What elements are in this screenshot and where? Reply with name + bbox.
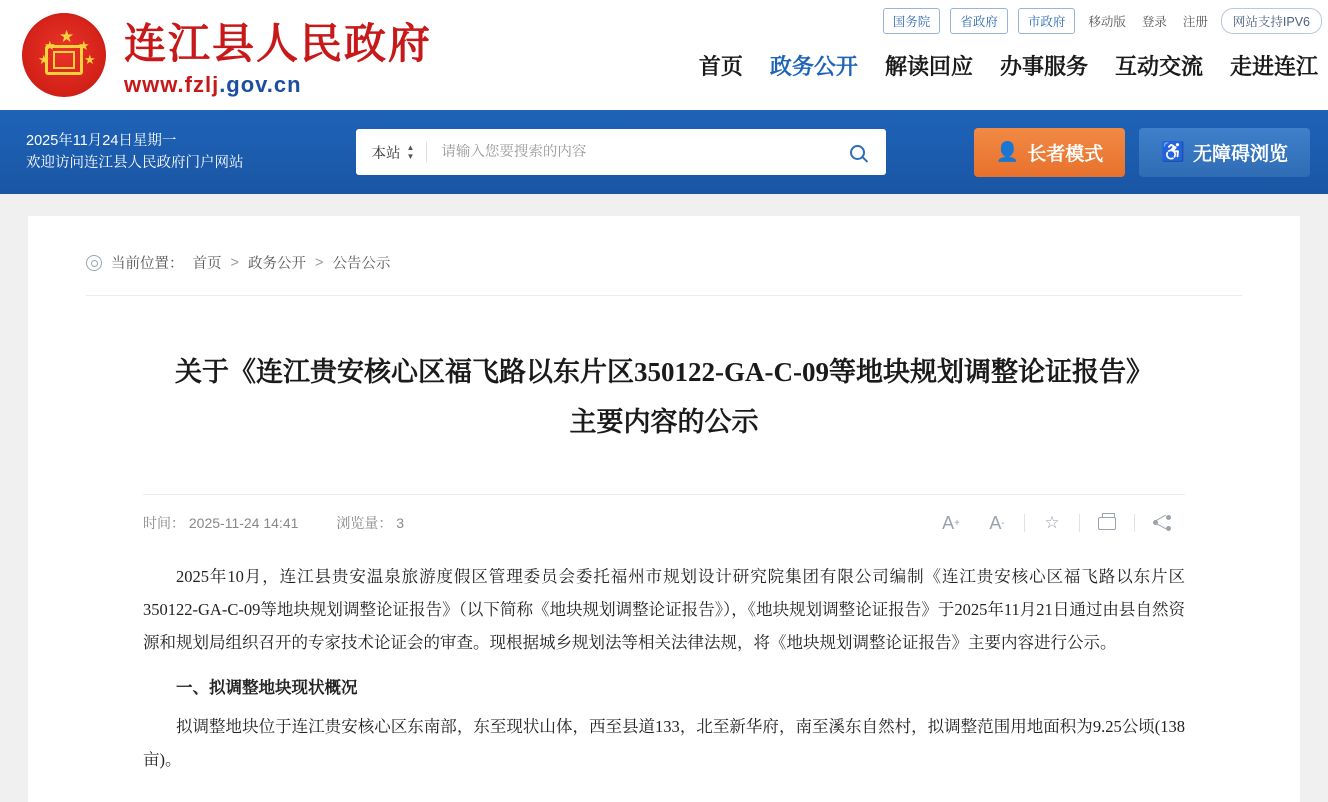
emblem-star-2: ★ xyxy=(38,52,50,68)
emblem-star-1: ★ xyxy=(44,38,56,54)
view-count xyxy=(336,513,404,533)
link-login[interactable]: 登录 xyxy=(1141,15,1167,29)
elder-mode-button[interactable] xyxy=(974,128,1126,177)
article-meta xyxy=(143,494,1185,534)
header-right xyxy=(699,0,1328,81)
emblem-gear-icon xyxy=(45,45,83,75)
breadcrumb xyxy=(28,216,1300,273)
search-box[interactable] xyxy=(356,129,886,175)
emblem-star-large: ★ xyxy=(59,27,75,47)
nav-item-services[interactable]: 办事服务 xyxy=(999,54,1088,79)
article-paragraph: 拟调整地块位于连江贵安核心区东南部，东至现状山体，西至县道133，北至新华府，南至溪东自然村，拟调整范围用地面积为9.25公顷(138亩)。 xyxy=(143,716,1185,769)
link-provincial-government[interactable]: 省政府 xyxy=(950,8,1008,34)
site-url-main: www.fzlj xyxy=(124,72,220,98)
search-input[interactable] xyxy=(427,144,829,160)
publish-time-value: 2025-11-24 14:41 xyxy=(188,515,299,532)
nav-item-about-lianjiang[interactable]: 走进连江 xyxy=(1229,54,1318,79)
share-icon[interactable] xyxy=(1139,515,1185,531)
link-mobile-version[interactable]: 移动版 xyxy=(1088,15,1126,29)
breadcrumb-separator: > xyxy=(230,254,239,271)
nav-item-government-affairs[interactable]: 政务公开 xyxy=(769,54,858,79)
main-navigation xyxy=(699,50,1322,81)
emblem-star-4: ★ xyxy=(84,52,96,68)
article-toolbar xyxy=(928,513,1185,534)
location-pin-icon xyxy=(86,255,102,271)
logo-area[interactable] xyxy=(0,0,432,98)
site-header xyxy=(0,0,1328,110)
page-title xyxy=(143,348,1185,448)
search-scope-select[interactable] xyxy=(356,142,427,163)
breadcrumb-item-announcements[interactable]: 公告公示 xyxy=(332,256,391,272)
site-url-domain: .gov.cn xyxy=(219,72,302,98)
page-title-line1: 关于《连江贵安核心区福飞路以东片区350122-GA-C-09等地块规划调整论证报告》 xyxy=(175,357,1153,387)
person-icon: 👤 xyxy=(995,141,1020,163)
breadcrumb-prefix: 当前位置： xyxy=(111,256,184,272)
search-icon xyxy=(850,145,865,160)
publish-time-label: 时间： xyxy=(143,515,185,532)
page-title-line2: 主要内容的公示 xyxy=(569,406,759,437)
accessibility-icon: ♿ xyxy=(1161,141,1185,163)
nav-item-interaction[interactable]: 互动交流 xyxy=(1114,54,1203,79)
nav-item-interpretation[interactable]: 解读回应 xyxy=(884,54,973,79)
publish-time xyxy=(143,513,298,533)
print-icon[interactable] xyxy=(1084,517,1130,530)
search-button[interactable] xyxy=(830,129,886,175)
favorite-star-icon[interactable]: ☆ xyxy=(1044,513,1060,533)
welcome-block xyxy=(26,130,244,175)
site-identity xyxy=(124,12,432,98)
nav-item-home[interactable]: 首页 xyxy=(698,54,743,79)
elder-mode-label: 长者模式 xyxy=(1027,143,1104,165)
view-count-value: 3 xyxy=(396,515,405,532)
breadcrumb-item-home[interactable]: 首页 xyxy=(192,256,222,272)
link-register[interactable]: 注册 xyxy=(1182,15,1208,29)
divider xyxy=(1079,514,1080,532)
divider xyxy=(86,295,1242,296)
national-emblem-icon xyxy=(22,13,106,97)
view-count-label: 浏览量： xyxy=(336,515,393,532)
link-state-council[interactable]: 国务院 xyxy=(883,8,941,34)
breadcrumb-separator: > xyxy=(314,254,324,271)
article-paragraph: 2025年10月，连江县贵安温泉旅游度假区管理委员会委托福州市规划设计研究院集团有限公司编制《连江贵安核心区福飞路以东片区350122-GA-C-09等地块规划调整论证报告》（以下简称《地块规划调整论证报告》），《地块规划调整论证报告》于2025年11月21日通过由县自然资源和规划局组织召开的专家技术论证会的审查。现根据城乡规划法等相关法律法规，将《地块规划调整论证报告》主要内容进行公示。 xyxy=(143,566,1185,652)
welcome-text: 欢迎访问连江县人民政府门户网站 xyxy=(26,155,244,171)
article-body xyxy=(143,560,1185,776)
article-section-heading: 一、拟调整地块现状概况 xyxy=(176,677,358,697)
font-increase-button[interactable]: A + xyxy=(942,512,960,533)
search-scope-label: 本站 xyxy=(371,145,401,162)
emblem-star-3: ★ xyxy=(78,38,90,54)
accessibility-label: 无障碍浏览 xyxy=(1192,143,1288,165)
divider xyxy=(1134,514,1135,532)
link-city-government[interactable]: 市政府 xyxy=(1018,8,1076,34)
site-url xyxy=(124,72,432,98)
search-bar xyxy=(0,110,1328,194)
chevron-updown-icon: ▲ ▼ xyxy=(406,143,415,161)
current-date: 2025年11月24日星期一 xyxy=(26,132,177,149)
font-decrease-button[interactable]: A - xyxy=(989,512,1005,533)
divider xyxy=(1024,514,1025,532)
site-title: 连江县人民政府 xyxy=(124,22,433,68)
accessibility-button[interactable] xyxy=(1139,128,1310,177)
page-body xyxy=(0,194,1328,802)
ipv6-badge[interactable]: 网站支持IPV6 xyxy=(1221,8,1322,34)
top-links xyxy=(699,0,1322,34)
article-card xyxy=(28,216,1300,802)
breadcrumb-item-government-affairs[interactable]: 政务公开 xyxy=(247,256,306,272)
